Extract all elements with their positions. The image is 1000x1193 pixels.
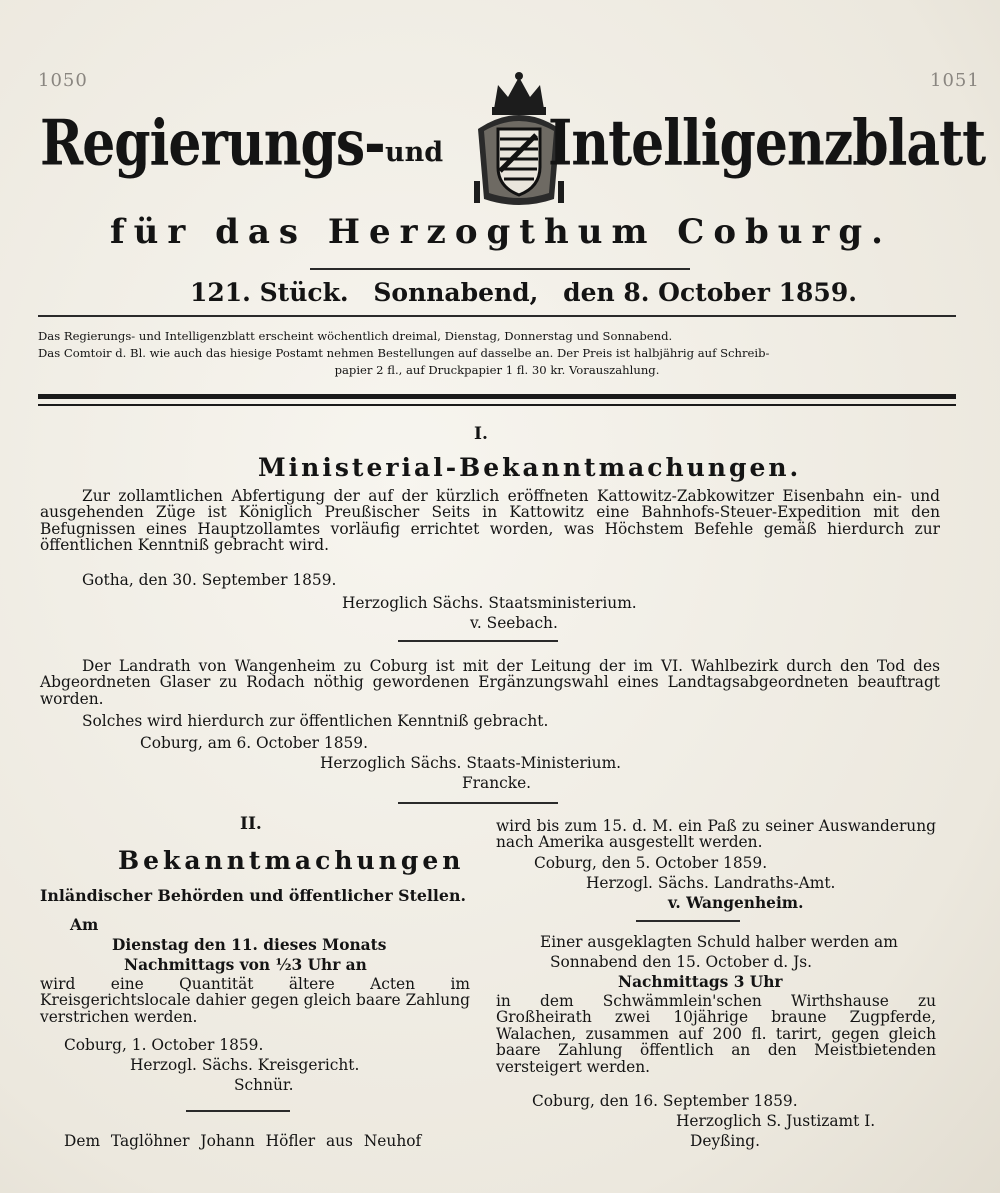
divider: [38, 315, 956, 317]
section-heading: Bekanntmachungen: [118, 846, 465, 875]
notice-line: Das Comtoir d. Bl. wie auch das hiesige Postamt nehmen Bestellungen auf dasselbe an. Der Preis ist halbjährig auf Schreib-: [38, 346, 770, 360]
notice-time-line: Nachmittags 3 Uhr: [618, 973, 783, 991]
notice-line: papier 2 fl., auf Druckpapier 1 fl. 30 kr. Vorauszahlung.: [334, 363, 660, 377]
authority: Herzoglich S. Justizamt I.: [676, 1112, 876, 1130]
article-body-continued: wird bis zum 15. d. M. ein Paß zu seiner Auswanderung nach Amerika ausgestellt werden.: [496, 817, 936, 852]
signature: Francke.: [462, 774, 532, 792]
place-date: Coburg, den 5. October 1859.: [534, 854, 768, 872]
place-date: Coburg, 1. October 1859.: [64, 1036, 264, 1054]
masthead-title-left: Regierungs-: [40, 107, 385, 181]
notice-line: Das Regierungs- und Intelligenzblatt erscheint wöchentlich dreimal, Dienstag, Donnerstag und Sonnabend.: [38, 329, 673, 343]
signature: v. Seebach.: [470, 614, 558, 632]
notice-lead: Am: [70, 916, 99, 934]
divider: [186, 1110, 290, 1112]
section-number: II.: [240, 814, 262, 834]
closing-line: Solches wird hierdurch zur öffentlichen Kenntniß gebracht.: [82, 712, 549, 730]
issue-line: [190, 278, 857, 307]
section-number: I.: [474, 424, 488, 444]
authority: Herzogl. Sächs. Landraths-Amt.: [586, 874, 836, 892]
divider: [398, 640, 558, 642]
divider: [310, 268, 690, 270]
section-subheading: Inländischer Behörden und öffentlicher Stellen.: [40, 886, 466, 905]
masthead-title-middle: und: [385, 137, 444, 168]
notice-date-line: Sonnabend den 15. October d. Js.: [550, 953, 813, 971]
masthead-title-right: Intelligenzblatt: [548, 107, 986, 181]
notice-lead: Einer ausgeklagten Schuld halber werden am: [540, 933, 898, 951]
authority: Herzoglich Sächs. Staats-Ministerium.: [320, 754, 622, 772]
issue-weekday: Sonnabend,: [373, 278, 539, 307]
place-date: Gotha, den 30. September 1859.: [82, 571, 337, 589]
article-body: wird eine Quantität ältere Acten im Kreisgerichtslocale dahier gegen gleich baare Zahlung verstrichen werden.: [40, 975, 470, 1026]
subscription-notice: [38, 328, 956, 379]
article-body-start: Dem Taglöhner Johann Höfler aus Neuhof: [64, 1132, 422, 1150]
page-number-right: 1051: [930, 70, 980, 91]
section-heading: Ministerial-Bekanntmachungen.: [258, 453, 802, 482]
place-date: Coburg, den 16. September 1859.: [532, 1092, 798, 1110]
notice-time-line: Nachmittags von ½3 Uhr an: [124, 956, 367, 974]
article-body: in dem Schwämmlein'schen Wirthshause zu Großheirath zwei 10jährige braune Zugpferde, Walachen, zusammen auf 200 fl. tarirt, gegen gleich baare Zahlung öffentlich an den Meistbietenden versteigert werden.: [496, 992, 936, 1076]
authority: Herzogl. Sächs. Kreisgericht.: [130, 1056, 360, 1074]
page-number-left: 1050: [38, 70, 88, 91]
divider: [38, 394, 956, 399]
place-date: Coburg, am 6. October 1859.: [140, 734, 368, 752]
masthead: [40, 95, 986, 215]
issue-date: den 8. October 1859.: [563, 278, 857, 307]
signature: Schnür.: [234, 1076, 294, 1094]
article-body: Zur zollamtlichen Abfertigung der auf der kürzlich eröffneten Kattowitz-Zabkowitzer Eisenbahn ein- und ausgehenden Züge ist Königlich Preußischer Seits in Kattowitz eine Bahnhofs-Steuer-Expedition mit den Befugnissen eines Hauptzollamtes vorläufig errichtet worden, was Höchstem Befehle gemäß hierdurch zur öffentlichen Kenntniß gebracht wird.: [40, 487, 940, 555]
divider: [38, 404, 956, 406]
signature: Deyßing.: [690, 1132, 761, 1150]
article-body: Der Landrath von Wangenheim zu Coburg ist mit der Leitung der im VI. Wahlbezirk durch den Tod des Abgeordneten Glaser zu Rodach nöthig gewordenen Ergänzungswahl eines Landtagsabgeordneten beauftragt worden.: [40, 657, 940, 708]
masthead-subtitle: für das Herzogthum Coburg.: [110, 212, 893, 252]
signature: v. Wangenheim.: [668, 894, 804, 912]
issue-number: 121. Stück.: [190, 278, 349, 307]
notice-date-line: Dienstag den 11. dieses Monats: [112, 936, 387, 954]
authority: Herzoglich Sächs. Staatsministerium.: [342, 594, 637, 612]
divider: [636, 920, 740, 922]
divider: [398, 802, 558, 804]
